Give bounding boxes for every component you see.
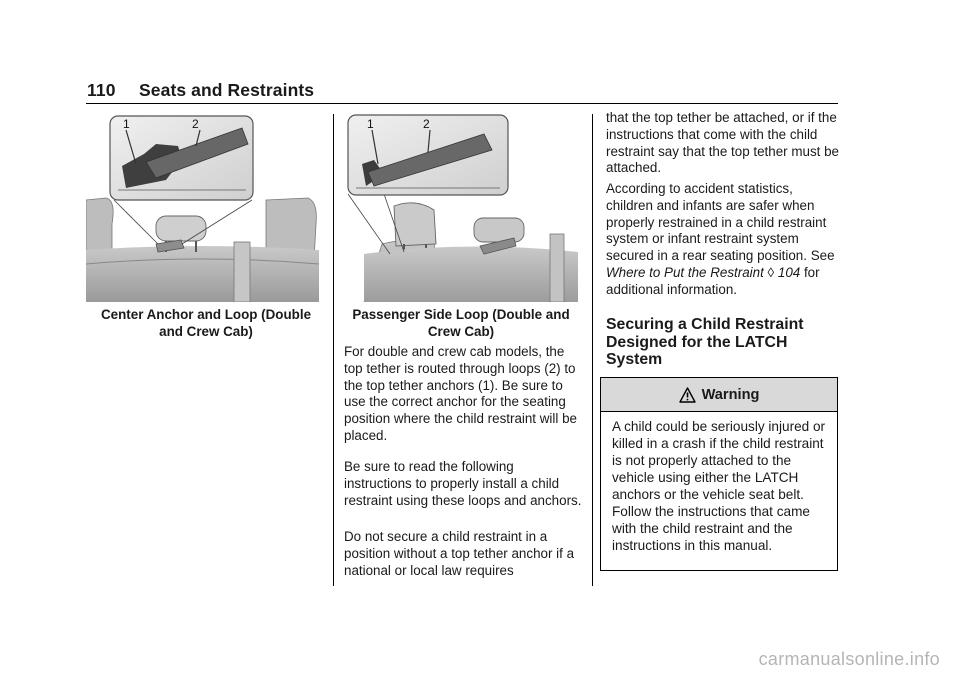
passenger-side-loop-figure [344,114,578,302]
center-anchor-figure [86,114,319,302]
header-rule [86,103,838,104]
body-paragraph: that the top tether be attached, or if the instructions that come with the child restraint say that the top tether must be attached. [606,110,839,176]
page-ref-symbol: ◊ [767,264,775,280]
caption-line: Crew Cab) [427,324,495,339]
paragraph-text: According to accident statistics, children and infants are safer when properly restrained in a child restraint system or infant restraint system secured in a rear seating position. See [606,181,835,264]
caption-line: Center Anchor and Loop (Double [100,307,312,322]
body-paragraph [606,181,840,299]
warning-header [601,378,837,412]
section-title: Seats and Restraints [139,80,315,100]
warning-triangle-icon [679,387,696,403]
warning-text: A child could be seriously injured or killed in a crash if the child restraint is not properly attached to the vehicle using either the LATCH anchors or the vehicle seat belt. Follow the instructions that came with the child restraint and the instructions in this manual. [612,419,826,553]
callout-1-label: 1 [123,117,130,131]
callout-2-label: 2 [423,117,430,131]
warning-box [600,377,838,571]
middle-figure-caption [341,306,581,340]
cross-reference-link[interactable]: Where to Put the Restraint [606,264,764,280]
section-subheading: Securing a Child Restraint Designed for the LATCH System [606,316,804,368]
body-paragraph: Do not secure a child restraint in a position without a top tether anchor if a national or local law requires [344,529,575,578]
paragraph-text: for additional information. [606,264,820,297]
column-divider-left [333,114,334,586]
body-paragraph: For double and crew cab models, the top tether is routed through loops (2) to the top tether anchors (1). Be sure to use the correct anchor for the seating position where the child restraint will be placed. [344,344,577,443]
column-divider-right [592,114,593,586]
page-ref-number[interactable]: 104 [777,264,801,280]
watermark: carmanualsonline.info [758,649,940,669]
callout-1-label: 1 [367,117,374,131]
page-number: 110 [87,80,116,100]
page-header [87,80,314,101]
callout-2-label: 2 [192,117,199,131]
body-paragraph: Be sure to read the following instructions to properly install a child restraint using these loops and anchors. [344,459,582,508]
left-figure-caption [86,306,326,340]
caption-line: Passenger Side Loop (Double and [352,307,570,322]
warning-title: Warning [701,386,760,403]
caption-line: and Crew Cab) [159,324,253,339]
